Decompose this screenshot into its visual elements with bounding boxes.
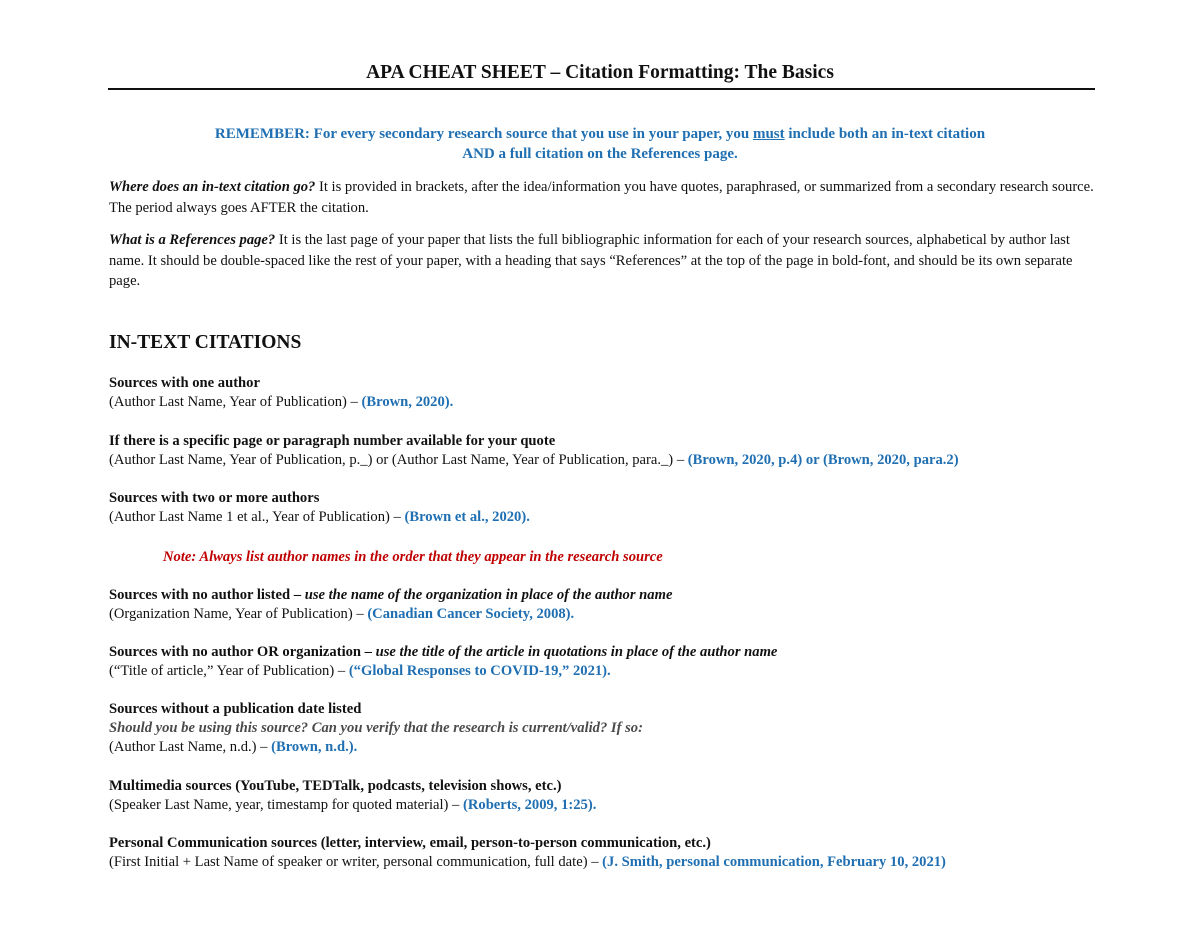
entry-subnote: Should you be using this source? Can you verify that the research is current/valid? If so: (109, 720, 643, 737)
entry-heading: Sources without a publication date listed (109, 701, 362, 717)
entry-multimedia (109, 777, 1109, 815)
entry-format: (Author Last Name, n.d.) – (109, 739, 272, 756)
remember-notice (0, 124, 1200, 164)
intro-where-answer: It is provided in brackets, after the idea/information you have quotes, paraphrased, or summarized from a secondary research source. The period always goes AFTER the citation. (109, 179, 1094, 216)
entry-example: (Roberts, 2009, 1:25). (463, 797, 597, 814)
entry-example: (Brown et al., 2020). (404, 509, 530, 526)
remember-text-1: REMEMBER: For every secondary research source that you use in your paper, you (214, 126, 753, 142)
entry-format: (Organization Name, Year of Publication) – (109, 606, 368, 623)
entry-format: (Speaker Last Name, year, timestamp for quoted material) – (109, 797, 463, 814)
entry-format-line (109, 796, 1109, 815)
entry-example: (“Global Responses to COVID-19,” 2021). (348, 663, 611, 680)
entry-page-number (109, 432, 1109, 470)
entry-example: (Brown, 2020, p.4) or (Brown, 2020, para.2) (687, 452, 959, 469)
entry-heading-hint: use the name of the organization in place of the author name (304, 587, 673, 603)
title-divider (108, 88, 1095, 90)
entry-heading: Personal Communication sources (letter, interview, email, person-to-person communication, etc.) (109, 835, 711, 851)
intro-what-paragraph (109, 230, 1094, 292)
section-heading-in-text-citations: IN-TEXT CITATIONS (109, 332, 302, 353)
entry-heading-line (109, 643, 1109, 662)
entry-heading: If there is a specific page or paragraph number available for your quote (109, 433, 556, 449)
author-order-note: Note: Always list author names in the order that they appear in the research source (163, 549, 663, 565)
entry-format-line (109, 605, 1109, 624)
entry-format: (First Initial + Last Name of speaker or writer, personal communication, full date) – (109, 854, 603, 871)
entry-format: (Author Last Name, Year of Publication, p._) or (Author Last Name, Year of Publication, para._) – (109, 452, 688, 469)
entry-format: (Author Last Name 1 et al., Year of Publication) – (109, 509, 405, 526)
entry-no-author (109, 586, 1109, 624)
entry-example: (Brown, 2020). (361, 394, 454, 411)
page-title: APA CHEAT SHEET – Citation Formatting: The Basics (366, 62, 834, 83)
entry-format-line (109, 662, 1109, 681)
intro-where-paragraph (109, 177, 1094, 218)
entry-format-line (109, 853, 1109, 872)
entry-heading-line (109, 586, 1109, 605)
entry-format-line (109, 738, 1109, 757)
entry-one-author (109, 374, 1109, 412)
entry-two-authors (109, 489, 1109, 527)
remember-emphasis-must: must (752, 126, 785, 142)
entry-heading: Sources with one author (109, 375, 260, 391)
entry-format: (“Title of article,” Year of Publication) – (109, 663, 349, 680)
entry-example: (J. Smith, personal communication, February 10, 2021) (602, 854, 946, 871)
entry-heading-hint: use the title of the article in quotations in place of the author name (375, 644, 778, 660)
entry-heading: Sources with no author listed – (109, 587, 305, 603)
entry-personal-communication (109, 834, 1109, 872)
entry-heading: Sources with two or more authors (109, 490, 320, 506)
entry-no-organization (109, 643, 1109, 681)
entry-format-line (109, 393, 1109, 412)
entry-example: (Brown, n.d.). (271, 739, 358, 756)
entry-format: (Author Last Name, Year of Publication) – (109, 394, 362, 411)
entry-heading: Multimedia sources (YouTube, TEDTalk, podcasts, television shows, etc.) (109, 778, 562, 794)
entry-format-line (109, 508, 1109, 527)
entry-no-date (109, 700, 1109, 758)
intro-what-question: What is a References page? (109, 232, 276, 248)
intro-where-question: Where does an in-text citation go? (109, 179, 316, 195)
remember-text-2: include both an in-text citation (784, 126, 986, 142)
remember-text-3: AND a full citation on the References page. (462, 146, 738, 162)
entry-format-line (109, 451, 1109, 470)
entry-example: (Canadian Cancer Society, 2008). (367, 606, 575, 623)
entry-heading: Sources with no author OR organization – (109, 644, 376, 660)
intro-what-answer: It is the last page of your paper that lists the full bibliographic information for each of your research sources, alphabetical by author last name. It should be double-spaced like the rest of your paper, with a heading that says “References” at the top of the page in bold-font, and should be its own separate page. (109, 232, 1073, 289)
